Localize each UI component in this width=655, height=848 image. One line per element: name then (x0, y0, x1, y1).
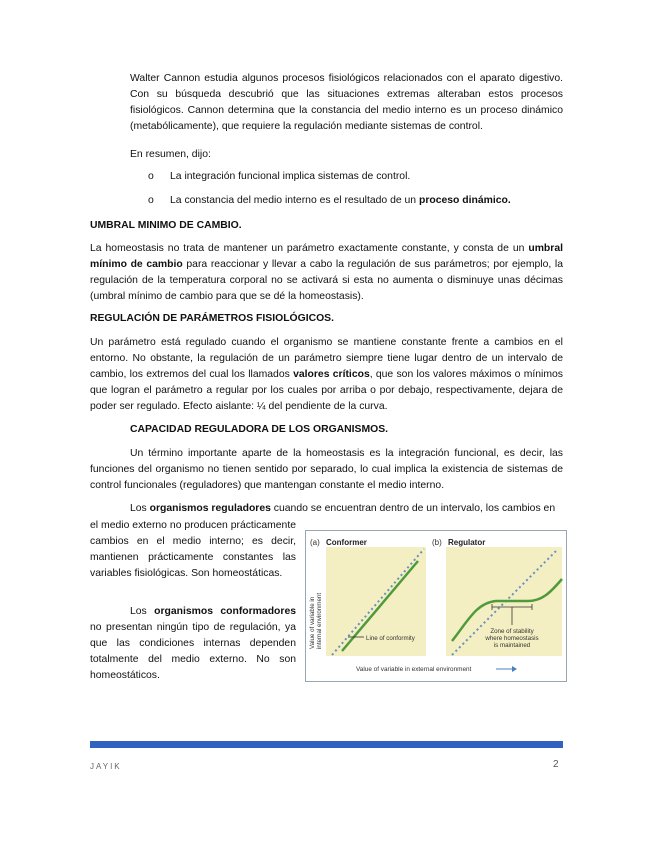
x-axis-arrowhead (512, 666, 517, 672)
y-axis-label: internal environment (316, 592, 323, 649)
summary-lead: En resumen, dijo: (130, 149, 211, 160)
panel-b-title: Regulator (448, 538, 486, 547)
x-axis-label: Value of variable in external environment (356, 666, 472, 673)
section-heading: REGULACIÓN DE PARÁMETROS FISIOLÓGICOS. (90, 313, 334, 324)
bullet-marker: o (148, 171, 154, 182)
zone-label: is maintained (493, 642, 531, 649)
intro-paragraph: Walter Cannon estudia algunos procesos fisiológicos relacionados con el aparato digestivo. Con su búsqueda descubrió que las situaciones extremas alteraban estos procesos fisiológicos. Cannon determina que la constancia del medio interno es un proceso dinámico (metabólicamente), que requiere la regulación mediante sistemas de control. (130, 73, 563, 132)
conformers-paragraph: Los organismos conformadores no presentan ningún tipo de regulación, ya que las condiciones internas dependen totalmente del medio externo. No son homeostáticos. (90, 606, 296, 681)
zone-label: where homeostasis (485, 635, 539, 642)
bullet-text: La constancia del medio interno es el resultado de un proceso dinámico. (170, 195, 511, 206)
line-of-conformity-label: Line of conformity (366, 635, 415, 642)
zone-label: Zone of stability (490, 628, 534, 635)
panel-a-label: (a) (310, 538, 320, 547)
y-axis-label: Value of variable in (309, 596, 316, 649)
panel-a-title: Conformer (326, 538, 367, 547)
footer-rule (90, 741, 563, 748)
section-paragraph: La homeostasis no trata de mantener un parámetro exactamente constante, y consta de un umbral mínimo de cambio para reaccionar y llevar a cabo la regulación de sus parámetros; por ejemplo, la regulación de la temperatura corporal no se activará si esta no aumenta o disminuye unas décimas (umbral mínimo de cambio para que se dé la homeostasis). (90, 243, 563, 302)
section-paragraph: Un parámetro está regulado cuando el organismo se mantiene constante frente a cambios en el entorno. No obstante, la regulación de un parámetro siempre tiene lugar dentro de un intervalo de cambio, los extremos del cual los llamados valores críticos, que son los valores máximos o mínimos que logran el parámetro a regular por los cuales por arriba o por debajo, respectivamente, dejara de poder ser regulado. Efecto aislante: ¼ del pendiente de la curva. (90, 337, 563, 412)
bullet-marker: o (148, 195, 154, 206)
panel-b-label: (b) (432, 538, 442, 547)
conformer-regulator-figure (305, 530, 567, 682)
section-paragraph: Un término importante aparte de la homeostasis es la integración funcional, es decir, las funciones del organismo no tienen sentido por separado, lo cual implica la existencia de sistemas de control funcionales (reguladores) que mantengan constante el medio interno. (90, 448, 563, 491)
footer-author: JAYIK (90, 762, 122, 771)
section-heading: CAPACIDAD REGULADORA DE LOS ORGANISMOS. (130, 424, 389, 435)
bullet-text: La integración funcional implica sistemas de control. (170, 171, 411, 182)
regulators-paragraph: el medio externo no producen prácticamente cambios en el medio interno; es decir, mantienen prácticamente constantes las variables fisiológicas. Son homeostáticas. (90, 520, 296, 579)
page-number: 2 (553, 759, 559, 770)
regulators-lead: Los organismos reguladores cuando se encuentran dentro de un intervalo, los cambios en (130, 503, 556, 514)
section-heading: UMBRAL MINIMO DE CAMBIO. (90, 220, 242, 231)
